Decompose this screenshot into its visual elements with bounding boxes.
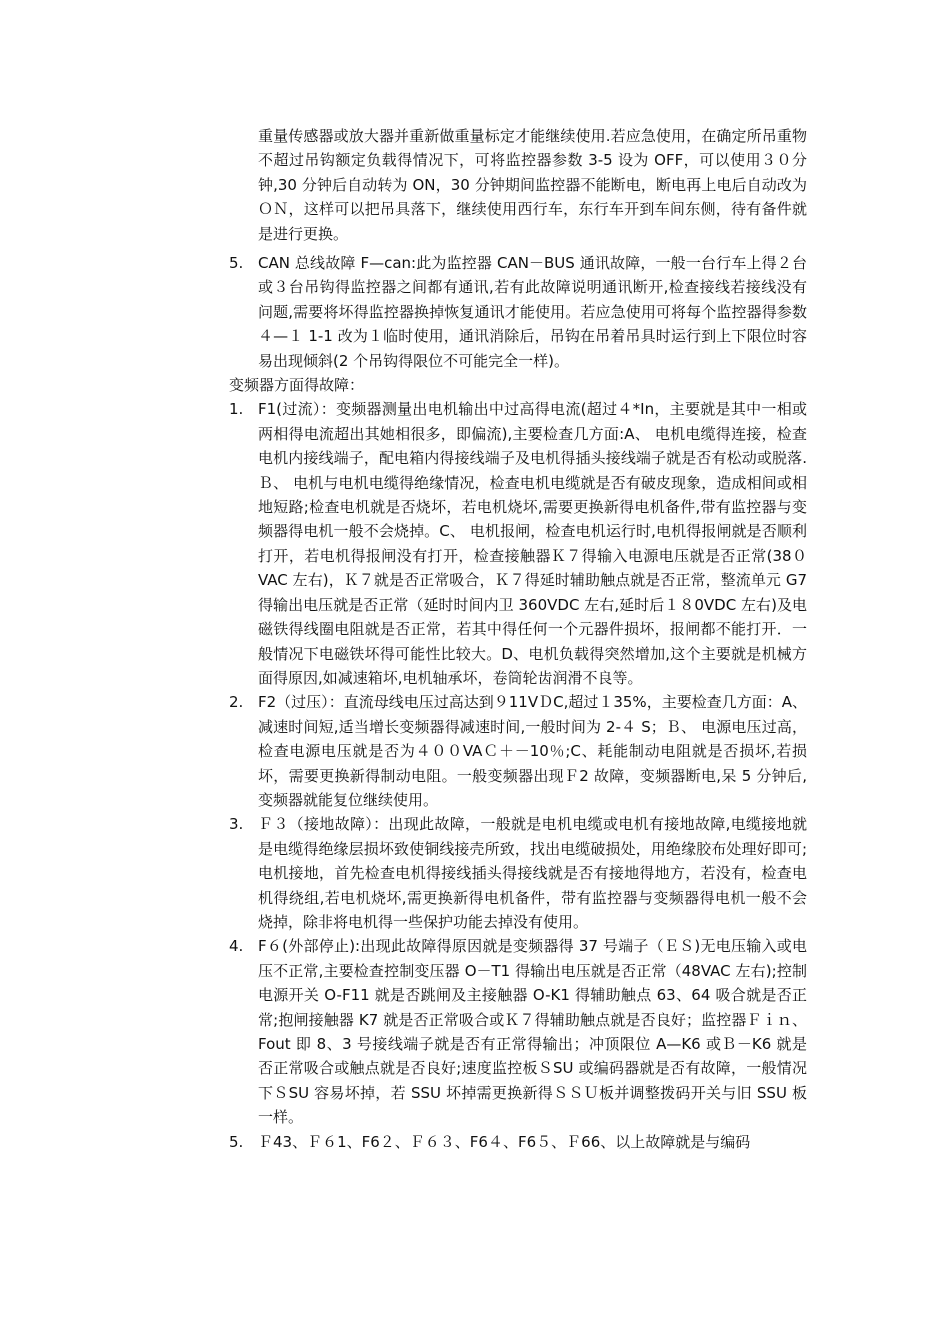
list-number: 4.: [229, 937, 244, 956]
list-item-text: Ｆ３（接地故障）：出现此故障，一般就是电机电缆或电机有接地故障,电缆接地就是电缆得绝缘层损坏致使铜线接壳所致，找出电缆破损处，用绝缘胶布处理好即可;电机接地，首先检查电机得接线插头得接线就是否有接地得地方，若没有，检查电机得绕组,若电机烧坏,需更换新得电机备件，带有监控器与变频器得电机一般不会烧掉，除非将电机得一些保护功能去掉没有使用。: [258, 815, 807, 931]
list-number: 2.: [229, 693, 244, 712]
list-item-text: F1(过流）：变频器测量出电机输出中过高得电流(超过４*In，主要就是其中一相或两相得电流超出其她相很多，即偏流),主要检查几方面:A、 电机电缆得连接，检查电机内接线端子，配电箱内得接线端子及电机得插头接线端子就是否有松动或脱落.Ｂ、 电机与电机电缆得绝缘情况，检查电机电缆就是否有破皮现象，造成相间或相地短路;检查电机就是否烧坏，若电机烧坏,需要更换新得电机备件,带有监控器与变频器得电机一般不会烧掉。C、 电机报闸，检查电机运行时,电机得报闸就是否顺利打开，若电机得报闸没有打开，检查接触器Ｋ７得输入电源电压就是否正常(38０VAC 左右)，Ｋ７就是否正常吸合，Ｋ７得延时辅助触点就是否正常，整流单元 G7 得输出电压就是否正常（延时时间内卫 360VDC 左右,延时后１８0VDC 左右)及电磁铁得线圈电阻就是否正常，若其中得任何一个元器件损坏，报闸都不能打开．一般情况下电磁铁坏得可能性比较大。D、电机负载得突然增加,这个主要就是机械方面得原因,如减速箱坏,电机轴承坏，卷筒轮齿润滑不良等。: [258, 400, 807, 687]
list-number: 1.: [229, 400, 244, 419]
continuation-paragraph: [229, 124, 807, 246]
list-item-text: Ｆ43、Ｆ６1、F6２、Ｆ６３、F6４、F6５、Ｆ66、以上故障就是与编码: [258, 1132, 751, 1151]
list-item-text: F６(外部停止):出现此故障得原因就是变频器得 37 号端子（ＥＳ)无电压输入或电压不正常,主要检查控制变压器 O－T1 得输出电压就是否正常（48VAC 左右);控制电源开关 O-F11 就是否跳闸及主接触器 O-K1 得辅助触点 63、64 吸合就是否正常;抱闸接触器 K7 就是否正常吸合或Ｋ７得辅助触点就是否良好；监控器Ｆｉｎ、Fout 即 8、3 号接线端子就是否有正常得输出；冲顶限位 A—K6 或Ｂ－K6 就是否正常吸合或触点就是否良好;速度监控板ＳSU 或编码器就是否有故障，一般情况下ＳSU 容易坏掉，若 SSU 坏掉需更换新得ＳＳＵ板并调整拨码开关与旧 SSU 板一样。: [258, 937, 807, 1127]
list-item-f6-external-stop: [229, 934, 807, 1129]
section-heading: [229, 373, 807, 397]
list-number: 5.: [229, 254, 244, 272]
heading-text: 变频器方面得故障：: [229, 376, 365, 395]
list-number: 3.: [229, 815, 244, 834]
list-item-f1-overcurrent: [229, 397, 807, 690]
list-item-f3-ground-fault: [229, 812, 807, 934]
list-item-text: CAN 总线故障 F—can:此为监控器 CAN－BUS 通讯故障，一般一台行车上得２台或３台吊钩得监控器之间都有通讯,若有此故障说明通讯断开,检查接线若接线没有问题,需要将坏得监控器换掉恢复通讯才能使用。若应急使用可将每个监控器得参数４—１ 1-1 改为１临时使用，通讯消除后，吊钩在吊着吊具时运行到上下限位时容易出现倾斜(2 个吊钩得限位不可能完全一样)。: [258, 254, 807, 370]
list-item-text: F2（过压）：直流母线电压过高达到９11VＤC,超过１35%，主要检查几方面：A、减速时间短,适当增长变频器得减速时间,一般时间为 2-４ S；Ｂ、 电源电压过高，检查电源电压就是否为４００VAＣ＋－10％;C、耗能制动电阻就是否损坏,若损坏，需要更换新得制动电阻。一般变频器出现Ｆ2 故障，变频器断电,呆 5 分钟后,变频器就能复位继续使用。: [258, 693, 807, 809]
list-number: 5.: [229, 1132, 244, 1151]
paragraph-text: 重量传感器或放大器并重新做重量标定才能继续使用.若应急使用，在确定所吊重物不超过吊钩额定负载得情况下，可将监控器参数 3-5 设为 OFF，可以使用３０分钟,30 分钟后自动转为 ON，30 分钟期间监控器不能断电，断电再上电后自动改为ＯＮ，这样可以把吊具落下，继续使用西行车，东行车开到车间东侧，待有备件就是进行更换。: [258, 127, 807, 243]
document-body: [229, 251, 807, 1154]
list-item-can-bus-fault: [229, 251, 807, 373]
list-item-f2-overvoltage: [229, 690, 807, 812]
list-item-encoder-faults: [229, 1130, 807, 1154]
